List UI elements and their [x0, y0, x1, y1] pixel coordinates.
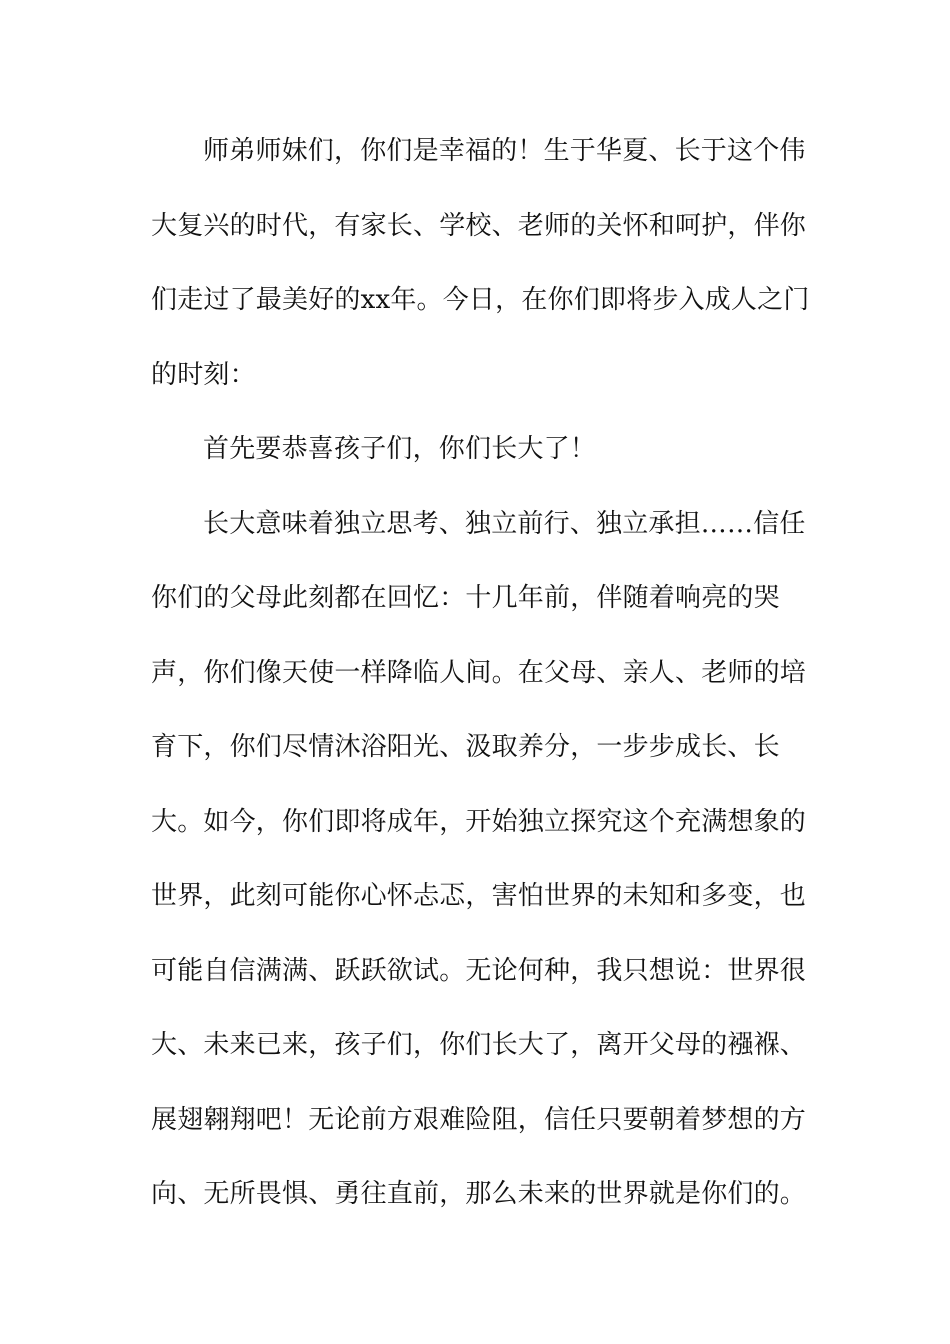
paragraph-line: 世界，此刻可能你心怀忐忑，害怕世界的未知和多变，也	[151, 881, 807, 911]
paragraph-line: 长大意味着独立思考、独立前行、独立承担……信任	[203, 508, 806, 539]
paragraph-line: 可能自信满满、跃跃欲试。无论何种，我只想说：世界很	[151, 955, 807, 986]
paragraph-line: 声，你们像天使一样降临人间。在父母、亲人、老师的培	[151, 657, 807, 688]
paragraph-line: 展翅翱翔吧！无论前方艰难险阻，信任只要朝着梦想的方	[151, 1104, 807, 1135]
paragraph-line: 大、未来已来，孩子们，你们长大了，离开父母的襁褓、	[151, 1030, 807, 1060]
paragraph-line: 的时刻：	[151, 359, 256, 390]
paragraph-line: 大。如今，你们即将成年，开始独立探究这个充满想象的	[151, 806, 807, 837]
paragraph-line: 你们的父母此刻都在回忆：十几年前，伴随着响亮的哭	[151, 583, 780, 613]
paragraph-line: 师弟师妹们，你们是幸福的！生于华夏、长于这个伟	[203, 136, 806, 166]
document-body	[151, 125, 810, 1243]
paragraph-line: 向、无所畏惧、勇往直前，那么未来的世界就是你们的。	[151, 1179, 807, 1209]
paragraph-line: 首先要恭喜孩子们，你们长大了！	[203, 434, 597, 464]
paragraph-line: 育下，你们尽情沐浴阳光、汲取养分，一步步成长、长	[151, 732, 780, 762]
paragraph-line: 大复兴的时代，有家长、学校、老师的关怀和呵护，伴你	[151, 210, 807, 241]
paragraph-line: 们走过了最美好的xx年。今日，在你们即将步入成人之门	[151, 285, 810, 315]
